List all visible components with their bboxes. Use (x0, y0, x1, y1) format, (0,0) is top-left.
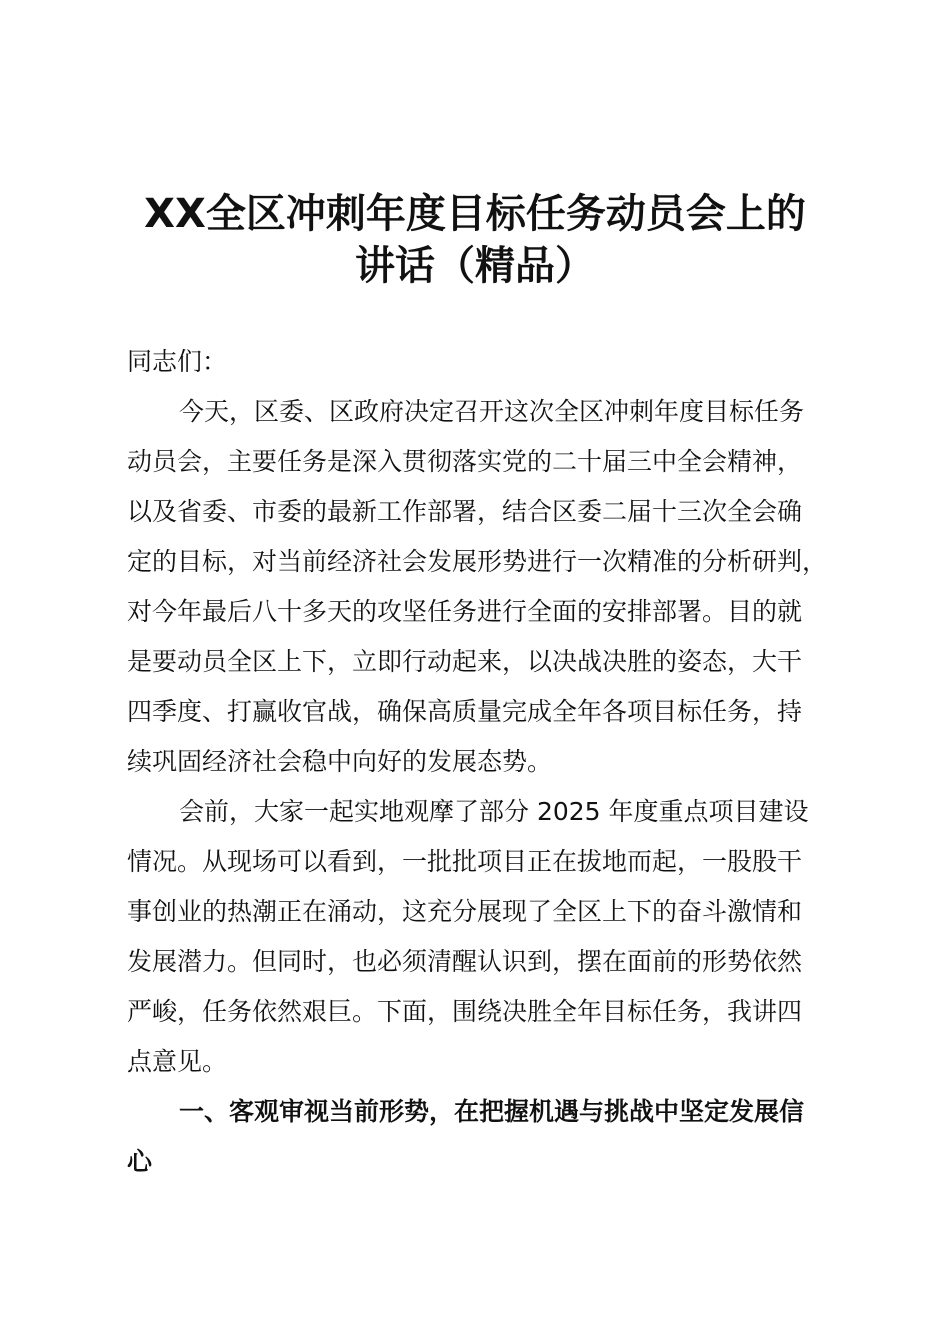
paragraph-line: 情况。从现场可以看到，一批批项目正在拔地而起，一股股干 (127, 847, 803, 876)
paragraph-line: 事创业的热潮正在涌动，这充分展现了全区上下的奋斗激情和 (127, 897, 803, 926)
document-title (0, 188, 950, 292)
paragraph-line: 点意见。 (127, 1047, 228, 1076)
title-line-1: XX全区冲刺年度目标任务动员会上的 (144, 191, 806, 237)
paragraph-1 (127, 387, 827, 787)
paragraph-line: 定的目标，对当前经济社会发展形势进行一次精准的分析研判， (127, 547, 828, 576)
paragraph-line: 发展潜力。但同时，也必须清醒认识到，摆在面前的形势依然 (127, 947, 803, 976)
paragraph-line: 四季度、打赢收官战，确保高质量完成全年各项目标任务，持 (127, 697, 803, 726)
paragraph-line: 对今年最后八十多天的攻坚任务进行全面的安排部署。目的就 (127, 597, 803, 626)
paragraph-line: 今天，区委、区政府决定召开这次全区冲刺年度目标任务 (179, 397, 805, 426)
paragraph-line: 会前，大家一起实地观摩了部分 2025 年度重点项目建设 (179, 797, 809, 826)
paragraph-line: 续巩固经济社会稳中向好的发展态势。 (127, 747, 553, 776)
paragraph-line: 以及省委、市委的最新工作部署，结合区委二届十三次全会确 (127, 497, 803, 526)
document-body (127, 337, 827, 1187)
paragraph-line: 动员会，主要任务是深入贯彻落实党的二十届三中全会精神， (127, 447, 803, 476)
paragraph-line: 是要动员全区上下，立即行动起来，以决战决胜的姿态，大干 (127, 647, 803, 676)
paragraph-line: 严峻，任务依然艰巨。下面，围绕决胜全年目标任务，我讲四 (127, 997, 803, 1026)
title-line-2: 讲话（精品） (355, 243, 595, 289)
salutation: 同志们： (127, 347, 228, 376)
heading-line: 心 (127, 1147, 153, 1176)
section-heading-1 (127, 1087, 827, 1187)
paragraph-2 (127, 787, 827, 1087)
heading-line: 一、客观审视当前形势，在把握机遇与挑战中坚定发展信 (179, 1097, 805, 1126)
